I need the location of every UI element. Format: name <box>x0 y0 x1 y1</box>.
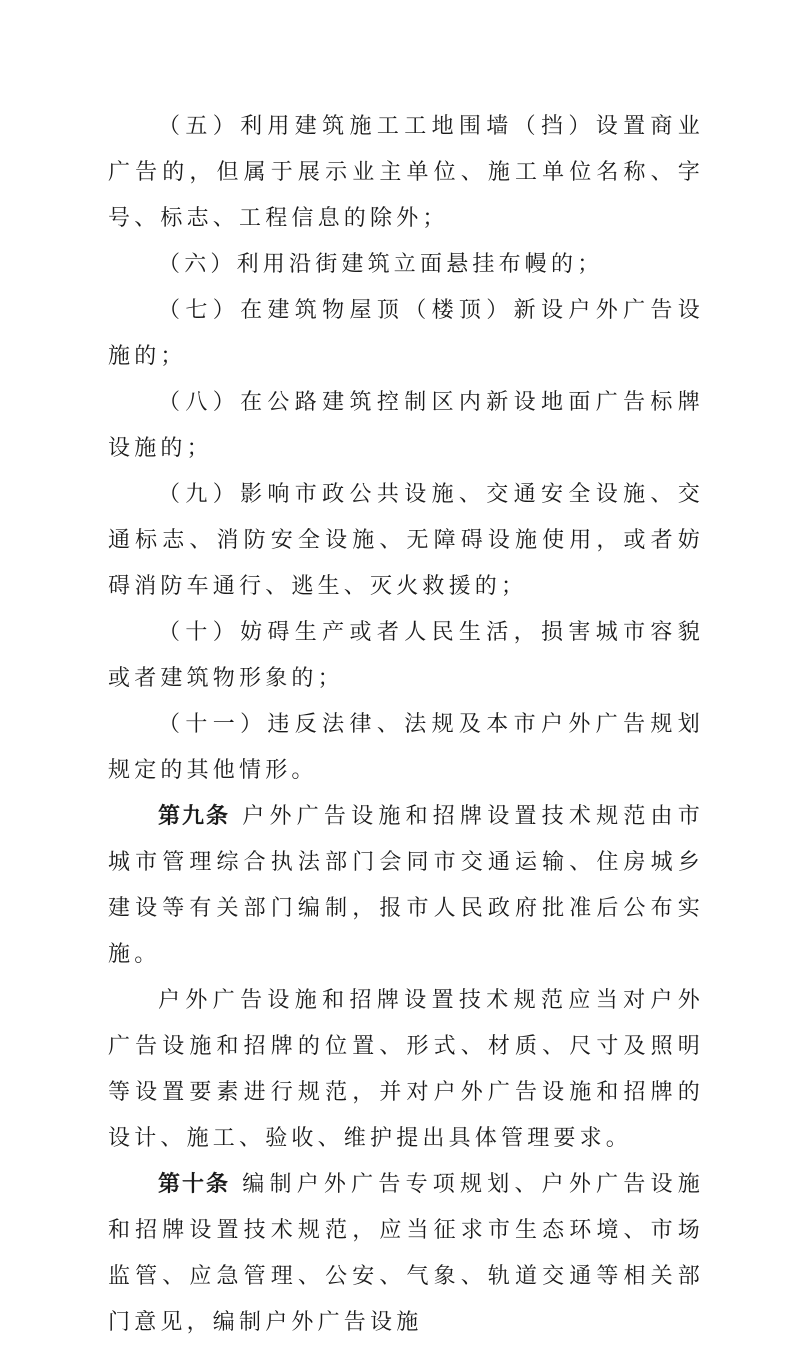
article-9 <box>108 794 704 978</box>
article-9-label: 第九条 <box>158 804 231 829</box>
item-6: （六）利用沿街建筑立面悬挂布幔的； <box>158 252 604 277</box>
article-10-text: 编制户外广告专项规划、户外广告设施和招牌设置技术规范，应当征求市生态环境、市场监管、应急管理、公安、气象、轨道交通等相关部门意见，编制户外广告设施 <box>108 1172 704 1335</box>
article-10 <box>108 1162 704 1346</box>
article-9-text: 户外广告设施和招牌设置技术规范由市城市管理综合执法部门会同市交通运输、住房城乡建设等有关部门编制，报市人民政府批准后公布实施。 <box>108 804 704 967</box>
article-9-paragraph-2: 户外广告设施和招牌设置技术规范应当对户外广告设施和招牌的位置、形式、材质、尺寸及照明等设置要素进行规范，并对户外广告设施和招牌的设计、施工、验收、维护提出具体管理要求。 <box>108 988 704 1151</box>
item-7: （七）在建筑物屋顶（楼顶）新设户外广告设施的； <box>108 298 704 369</box>
item-11: （十一）违反法律、法规及本市户外广告规划规定的其他情形。 <box>108 712 704 783</box>
item-5: （五）利用建筑施工工地围墙（挡）设置商业广告的，但属于展示业主单位、施工单位名称、字号、标志、工程信息的除外； <box>108 114 704 231</box>
item-10: （十）妨碍生产或者人民生活，损害城市容貌或者建筑物形象的； <box>108 620 704 691</box>
article-10-label: 第十条 <box>158 1172 231 1197</box>
item-8: （八）在公路建筑控制区内新设地面广告标牌设施的； <box>108 390 704 461</box>
item-9: （九）影响市政公共设施、交通安全设施、交通标志、消防安全设施、无障碍设施使用，或者妨碍消防车通行、逃生、灭火救援的； <box>108 482 704 599</box>
document-page <box>108 104 704 1346</box>
